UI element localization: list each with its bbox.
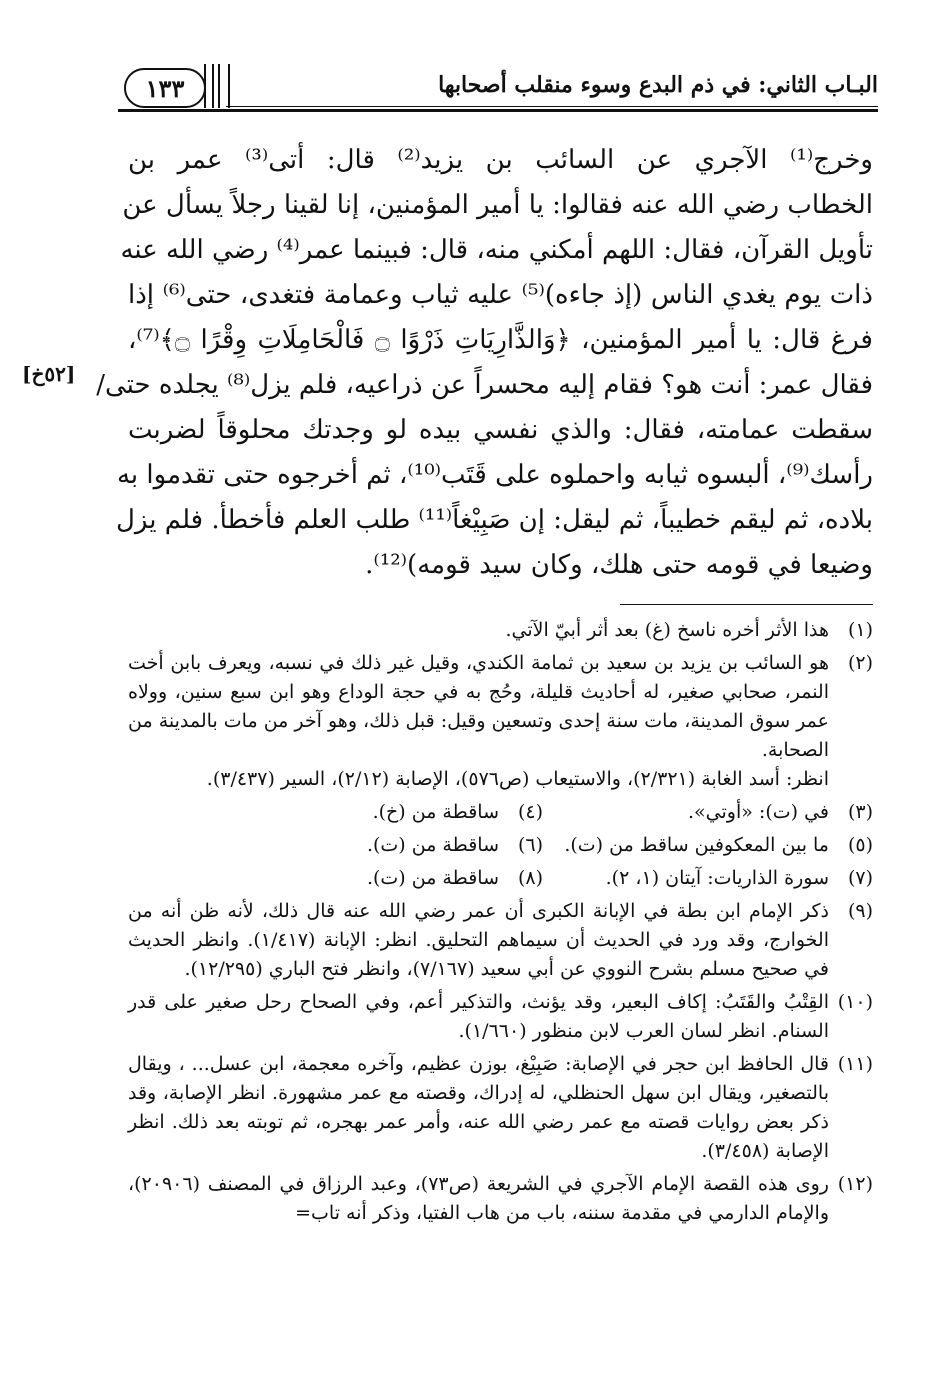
footnote-text: ما بين المعكوفين ساقط من (ت).	[564, 834, 829, 856]
text-line: وضيعا في قومه حتى هلك، وكان سيد قومه)⁽¹²⁾.	[365, 550, 873, 580]
footnote	[128, 988, 873, 1046]
header-rule-thin	[226, 106, 878, 107]
footnote-reference: انظر: أسد الغابة (٢/٣٢١)، والاستيعاب (ص٥٧٦)، الإصابة (٢/١٢)، السير (٣/٤٣٧).	[206, 768, 829, 790]
text-line: الخطاب رضي الله عنه فقالوا: يا أمير المؤمنين، إنا لقينا رجلاً يسأل عن	[122, 190, 873, 220]
footnote	[128, 1050, 873, 1166]
footnote-text: ساقطة من (خ).	[372, 801, 499, 823]
footnote-number: (٥)	[847, 834, 873, 856]
footnote-row	[128, 831, 873, 860]
footnote-text	[128, 649, 829, 794]
footnote-text: هذا الأثر أخره ناسخ (غ) بعد أثر أبيّ الآتي.	[505, 619, 829, 641]
footnote-number: (١٠)	[837, 991, 873, 1013]
footnote	[128, 897, 873, 984]
text-line: وخرج⁽¹⁾ الآجري عن السائب بن يزيد⁽²⁾ قال: أتى⁽³⁾ عمر بن	[128, 145, 873, 175]
footnote	[367, 831, 543, 860]
footnote-number: (١١)	[837, 1053, 873, 1075]
text-line: فرغ قال: يا أمير المؤمنين، ﴿وَالذَّارِيَاتِ ذَرْوًا ۝ فَالْحَامِلَاتِ وِقْرًا ۝﴾⁽⁷⁾،	[128, 325, 873, 355]
text-line: سقطت عمامته، فقال: والذي نفسي بيده لو وجدتك محلوقاً لضربت	[128, 415, 873, 445]
footnote-row	[128, 864, 873, 893]
page-header	[118, 62, 878, 112]
footnote-text-main: هو السائب بن يزيد بن سعيد بن ثمامة الكندي، وقيل غير ذلك في نسبه، ويعرف بابن أخت النمر، صحابي صغير، له أحاديث قليلة، وحُج به في حجة الوداع وهو ابن سبع سنين، وولاه عمر سوق المدينة، مات سنة إحدى وتسعين وقيل: قبل ذلك، وهو آخر من مات بالمدينة من الصحابة.	[128, 652, 829, 761]
footnote-text: في (ت): «أوتي».	[688, 801, 829, 823]
footnote-text: ساقطة من (ت).	[366, 834, 499, 856]
footnote-number: (٣)	[847, 801, 873, 823]
footnote	[128, 649, 873, 794]
footnote	[543, 864, 873, 893]
footnote-number: (١٢)	[837, 1173, 873, 1195]
header-ornament	[204, 64, 230, 108]
text-line: فقال عمر: أنت هو؟ فقام إليه محسراً عن ذراعيه، فلم يزل⁽⁸⁾ يجلده حتى/	[96, 370, 873, 400]
footnote-text: قال الحافظ ابن حجر في الإصابة: صَبِيْغ، بوزن عظيم، وآخره معجمة، ابن عسل... ، ويقال بالتصغير، ويقال ابن سهل الحنظلي، له إدراك، وقصته مع عمر مشهورة. انظر الإصابة، وقد ذكر بعض روايات قصته مع عمر رضي الله عنه، وأمر عمر بهجره، ثم توبته بعد ذلك. انظر الإصابة (٣/٤٥٨).	[128, 1053, 829, 1162]
footnote	[367, 864, 543, 893]
text-line: ذات يوم يغدي الناس (إذ جاءه)⁽⁵⁾ عليه ثياب وعمامة فتغدى، حتى⁽⁶⁾ إذا	[128, 280, 873, 310]
footnote-number: (٤)	[517, 801, 543, 823]
footnote-text: روى هذه القصة الإمام الآجري في الشريعة (ص٧٣)، وعبد الرزاق في المصنف (٢٠٩٠٦)، والإمام الدارمي في مقدمة سننه، باب من هاب الفتيا، وذكر أنه تاب=	[128, 1173, 829, 1224]
main-text	[96, 138, 873, 588]
footnote	[128, 616, 873, 645]
footnote	[128, 1170, 873, 1228]
chapter-title: البـاب الثاني: في ذم البدع وسوء منقلب أصحابها	[438, 72, 878, 98]
footnote-number: (٩)	[847, 900, 873, 922]
footnote-text: سورة الذاريات: آيتان (١، ٢).	[605, 867, 829, 889]
header-rule	[118, 109, 878, 112]
footnote-text: ذكر الإمام ابن بطة في الإبانة الكبرى أن عمر رضي الله عنه قال ذلك، لأنه ظن أنه من الخوارج، وقد ورد في الحديث أن سيماهم التحليق. انظر: الإبانة (١/٤١٧). وانظر الحديث في صحيح مسلم بشرح النووي عن أبي سعيد (٧/١٦٧)، وانظر فتح الباري (١٢/٢٩٥).	[128, 900, 830, 980]
footnotes	[128, 616, 873, 1232]
footnote-number: (١)	[847, 619, 873, 641]
manuscript-margin-note: [٥٢خ]	[22, 362, 76, 386]
text-line: تأويل القرآن، فقال: اللهم أمكني منه، قال: فبينما عمر⁽⁴⁾ رضي الله عنه	[120, 235, 873, 265]
footnote-number: (٢)	[847, 652, 873, 674]
page-number: ١٣٣	[124, 68, 206, 108]
footnote-row	[128, 798, 873, 827]
text-line: رأسك⁽⁹⁾، ألبسوه ثيابه واحملوه على قَتَب⁽¹⁰⁾، ثم أخرجوه حتى تقدموا به	[116, 460, 873, 490]
footnote-number: (٧)	[847, 867, 873, 889]
footnote-separator	[620, 604, 873, 605]
footnote	[543, 798, 873, 827]
footnote-number: (٨)	[517, 867, 543, 889]
text-line: بلاده، ثم ليقم خطيباً، ثم ليقل: إن صَبِيْغاً⁽¹¹⁾ طلب العلم فأخطأ. فلم يزل	[116, 505, 873, 535]
footnote-number: (٦)	[517, 834, 543, 856]
footnote	[373, 798, 543, 827]
footnote-text: القِتْبُ والقَتَبُ: إكاف البعير، وقد يؤنث، والتذكير أعم، وفي الصحاح رحل صغير على قدر السنام. انظر لسان العرب لابن منظور (١/٦٦٠).	[128, 991, 829, 1042]
footnote-text: ساقطة من (ت).	[366, 867, 499, 889]
footnote	[543, 831, 873, 860]
